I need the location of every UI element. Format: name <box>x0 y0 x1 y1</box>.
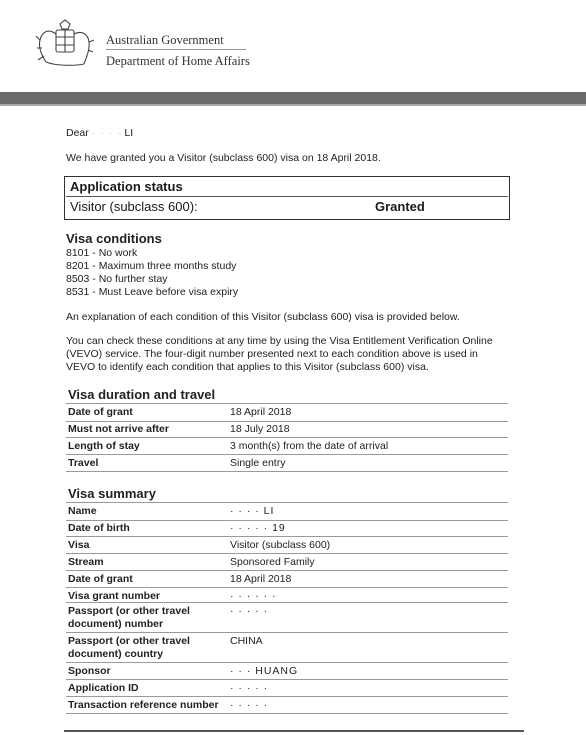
salutation <box>66 127 133 140</box>
row-label: Length of stay <box>68 440 140 452</box>
redacted-value: · · · · LI <box>230 505 275 517</box>
table-row <box>66 588 508 603</box>
header-divider <box>106 49 246 50</box>
visa-conditions-heading: Visa conditions <box>66 231 162 246</box>
row-label: Application ID <box>68 682 139 694</box>
row-label: Travel <box>68 457 99 469</box>
salutation-prefix: Dear <box>66 127 89 139</box>
salutation-surname: LI <box>124 127 134 139</box>
row-label: Passport (or other travel document) country <box>68 635 190 660</box>
row-label: Date of grant <box>68 573 133 585</box>
row-label: Sponsor <box>68 665 111 677</box>
row-label: Visa grant number <box>68 590 160 602</box>
redacted-value: · · · · · · <box>230 590 277 602</box>
condition-item: 8531 - Must Leave before visa expiry <box>66 286 239 298</box>
department-name: Department of Home Affairs <box>106 54 250 68</box>
row-label: Name <box>68 505 97 517</box>
table-row <box>66 571 508 588</box>
redacted-value: · · · · · <box>230 682 269 694</box>
condition-item: 8101 - No work <box>66 247 138 259</box>
condition-item: 8201 - Maximum three months study <box>66 260 237 272</box>
table-row <box>66 421 508 438</box>
conditions-explanation: An explanation of each condition of this Visitor (subclass 600) visa is provided below. <box>66 311 460 323</box>
visa-summary-heading: Visa summary <box>68 486 156 501</box>
redacted-given-name: · · · · <box>91 127 122 139</box>
table-row <box>66 403 508 422</box>
table-row <box>66 502 508 521</box>
header-band <box>0 92 586 104</box>
coat-of-arms-logo <box>32 18 98 70</box>
table-row <box>66 603 508 633</box>
row-label: Date of grant <box>68 406 133 418</box>
table-row <box>66 697 508 714</box>
row-value: Sponsored Family <box>230 556 315 568</box>
application-status-heading: Application status <box>70 179 183 194</box>
row-value: 18 April 2018 <box>230 573 292 585</box>
row-value: CHINA <box>230 635 263 647</box>
header-band-edge <box>0 104 586 106</box>
row-label: Date of birth <box>68 522 130 534</box>
row-label: Stream <box>68 556 104 568</box>
row-label: Visa <box>68 539 90 551</box>
row-label: Must not arrive after <box>68 423 169 435</box>
visa-duration-heading: Visa duration and travel <box>68 387 216 402</box>
vevo-paragraph-line: (VEVO) service. The four-digit number presented next to each condition above is used in <box>66 348 478 360</box>
redacted-value: · · · · · <box>230 699 269 711</box>
status-visa-type: Visitor (subclass 600): <box>70 199 198 214</box>
row-label: Transaction reference number <box>68 699 219 711</box>
row-value: 18 April 2018 <box>230 406 292 418</box>
status-divider <box>66 196 508 197</box>
row-value: Visitor (subclass 600) <box>230 539 331 551</box>
table-row <box>66 520 508 537</box>
redacted-value: · · · · · 19 <box>230 522 286 534</box>
condition-item: 8503 - No further stay <box>66 273 168 285</box>
granted-sentence: We have granted you a Visitor (subclass 600) visa on 18 April 2018. <box>66 152 381 164</box>
vevo-paragraph-line: You can check these conditions at any time by using the Visa Entitlement Verification Online <box>66 335 493 347</box>
vevo-paragraph-line: VEVO to identify each condition that applies to this Visitor (subclass 600) visa. <box>66 361 429 373</box>
row-value: 18 July 2018 <box>230 423 290 435</box>
row-value: 3 month(s) from the date of arrival <box>230 440 389 452</box>
row-label: Passport (or other travel document) number <box>68 605 190 630</box>
table-row <box>66 633 508 663</box>
table-row <box>66 554 508 571</box>
government-name: Australian Government <box>106 33 224 47</box>
footer-divider <box>64 730 524 732</box>
table-row <box>66 663 508 680</box>
table-row <box>66 537 508 554</box>
redacted-value: · · · HUANG <box>230 665 299 677</box>
status-value: Granted <box>375 199 425 214</box>
table-row <box>66 680 508 697</box>
redacted-value: · · · · · <box>230 605 269 617</box>
row-value: Single entry <box>230 457 286 469</box>
table-row <box>66 438 508 455</box>
table-row <box>66 455 508 472</box>
